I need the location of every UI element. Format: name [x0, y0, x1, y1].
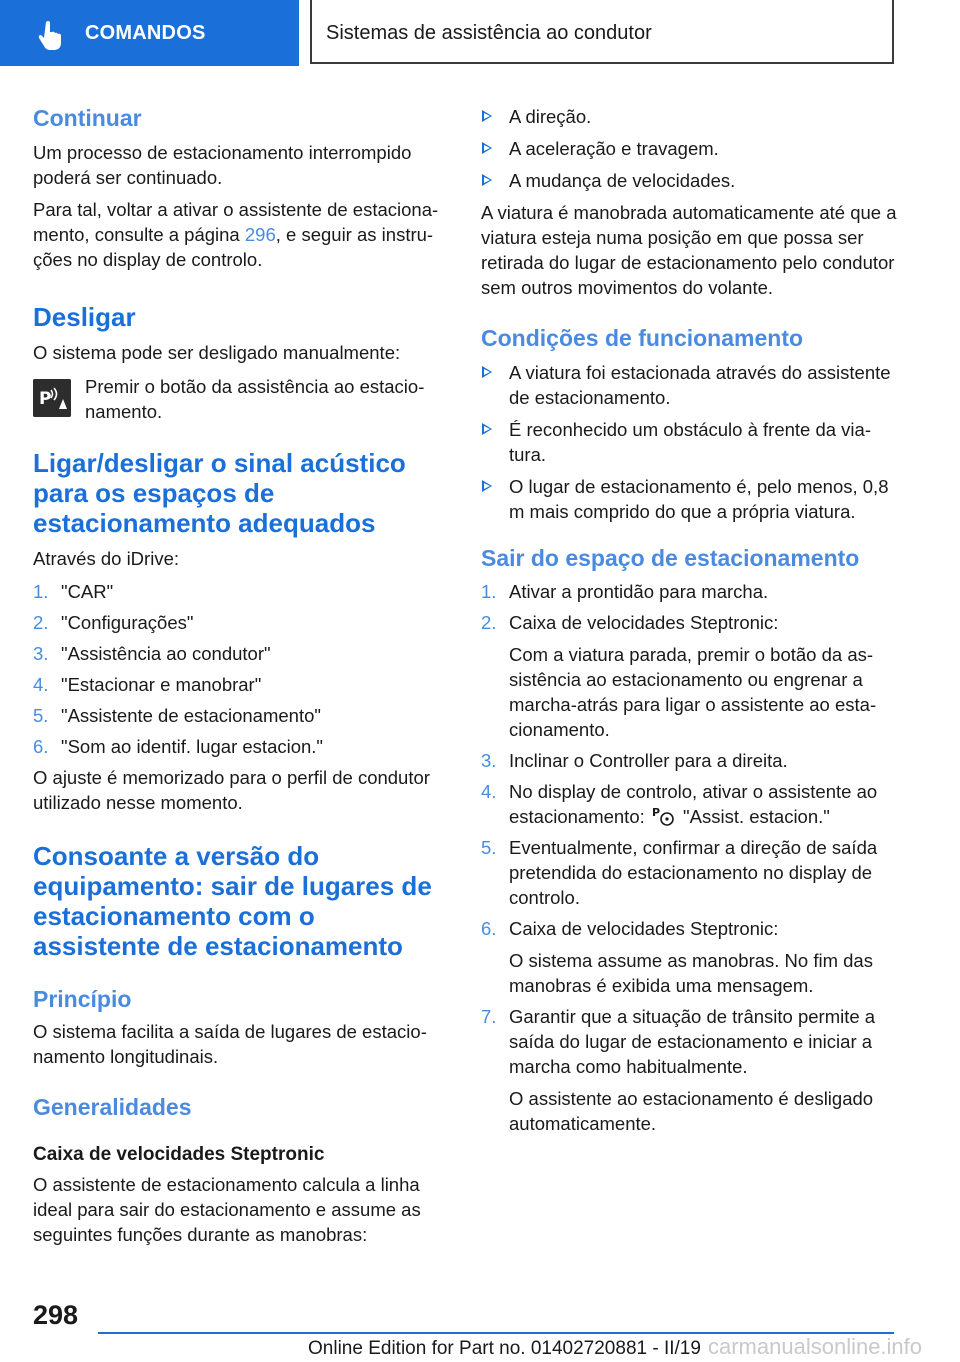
list-item: O lugar de estacionamento é, pelo menos, 0,8 m mais comprido do que a própria viatura.: [481, 474, 901, 524]
paragraph: O ajuste é memorizado para o perfil de condutor utilizado nesse momento.: [33, 767, 430, 813]
paragraph: [33, 197, 443, 272]
list-item: 3. "Assistência ao condutor": [33, 643, 271, 664]
list-item: A aceleração e travagem.: [481, 136, 901, 161]
hand-pointer-icon: [38, 20, 64, 50]
heading-continuar: Continuar: [33, 105, 142, 131]
parking-assist-button-icon: [33, 379, 71, 417]
triangle-bullet-icon: [482, 142, 492, 154]
page-number: 298: [33, 1300, 79, 1330]
list-item: 1. Ativar a prontidão para marcha.: [481, 581, 769, 602]
paragraph: Através do iDrive:: [33, 548, 179, 569]
heading-condicoes: Condições de funcionamento: [481, 325, 804, 351]
icon-instruction: [33, 374, 443, 426]
list-item: 5. "Assistente de estacionamento": [33, 705, 321, 726]
paragraph: O sistema pode ser desligado manualmente:: [33, 342, 401, 363]
heading-desligar: Desligar: [33, 302, 136, 332]
list-item: 4. No display de controlo, ativar o assistente ao estacionamento: P "Assist. estacion.": [481, 781, 878, 827]
triangle-bullet-icon: [482, 110, 492, 122]
paragraph: O assistente de estacionamento calcula a linha ideal para sair do estacionamento e assume as seguintes funções durante as manobras:: [33, 1174, 421, 1245]
text: Para tal, voltar a ativar o assistente de estacionamento, consulte a página: [33, 199, 439, 245]
list-item: 5. Eventualmente, confirmar a direção de saída pretendida do estacionamento no display de controlo.: [481, 837, 878, 908]
page-link[interactable]: 296: [244, 224, 276, 245]
list-item: 1. "CAR": [33, 581, 114, 602]
tab-commands[interactable]: [0, 0, 299, 66]
tab-commands-label: COMANDOS: [85, 22, 206, 44]
heading-principio: Princípio: [33, 986, 132, 1012]
list-item: A viatura foi estacionada através do assistente de estacionamento.: [481, 360, 901, 410]
edition-text: Online Edition for Part no. 01402720881 - II/19: [308, 1338, 701, 1359]
triangle-bullet-icon: [482, 423, 492, 435]
heading-sinal-acustico: Ligar/desligar o sinal acústico para os espaços de estacionamento adequados: [33, 448, 406, 538]
paragraph: O sistema facilita a saída de lugares de estacionamento longitudinais.: [33, 1021, 427, 1067]
paragraph: Um processo de estacionamento interrompido poderá ser continuado.: [33, 142, 412, 188]
list-item: 3. Inclinar o Controller para a direita.: [481, 750, 788, 771]
list-item: A direção.: [481, 104, 901, 129]
page-header: [0, 0, 960, 66]
bullet-list-conditions: [481, 360, 901, 524]
tab-section[interactable]: [310, 0, 894, 64]
watermark: carmanualsonline.info: [708, 1334, 923, 1359]
heading-generalidades: Generalidades: [33, 1094, 192, 1120]
list-item: 7. Garantir que a situação de trânsito permite a saída do lugar de estacionamento e iniciar a marcha como habitualmente. O assistente ao estacionamento é desligado automaticamente.: [481, 1006, 876, 1134]
list-item: É reconhecido um obstáculo à frente da viatura.: [481, 417, 901, 467]
idrive-steps: [33, 579, 443, 759]
text: , e seguir as instruções no display de controlo.: [33, 224, 434, 270]
list-item: 2. Caixa de velocidades Steptronic: Com a viatura parada, premir o botão da assistência ao estacionamento ou engrenar a marcha-atrás para ligar o assistente ao estacionamento.: [481, 612, 877, 740]
list-item: 6. Caixa de velocidades Steptronic: O sistema assume as manobras. No fim das manobras é exibida uma mensagem.: [481, 918, 873, 996]
icon-instruction-text: Premir o botão da assistência ao estacionamento.: [85, 376, 425, 422]
bullet-list-functions: [481, 104, 901, 193]
list-item: 2. "Configurações": [33, 612, 194, 633]
triangle-bullet-icon: [482, 366, 492, 378]
left-column: [33, 100, 443, 1247]
heading-sair: Sair do espaço de estacionamento: [481, 545, 860, 571]
parking-assist-icon: [650, 805, 678, 827]
section-title: Sistemas de assistência ao condutor: [326, 22, 652, 44]
svg-text:P: P: [651, 806, 660, 819]
list-item: 6. "Som ao identif. lugar estacion.": [33, 736, 323, 757]
triangle-bullet-icon: [482, 174, 492, 186]
paragraph: A viatura é manobrada automaticamente até que a viatura esteja numa posição em que possa ser retirada do lugar de estacionamento pelo condutor sem outros movimentos do volante.: [481, 202, 897, 298]
exit-steps: [481, 579, 901, 1136]
heading-consoante: Consoante a versão do equipamento: sair de lugares de estacionamento com o assistente de estacionamento: [33, 841, 432, 961]
heading-steptronic: Caixa de velocidades Steptronic: [33, 1144, 325, 1165]
triangle-bullet-icon: [482, 480, 492, 492]
right-column: [481, 100, 901, 1142]
list-item: A mudança de velocidades.: [481, 168, 901, 193]
list-item: 4. "Estacionar e manobrar": [33, 674, 262, 695]
svg-text:P: P: [39, 389, 52, 409]
